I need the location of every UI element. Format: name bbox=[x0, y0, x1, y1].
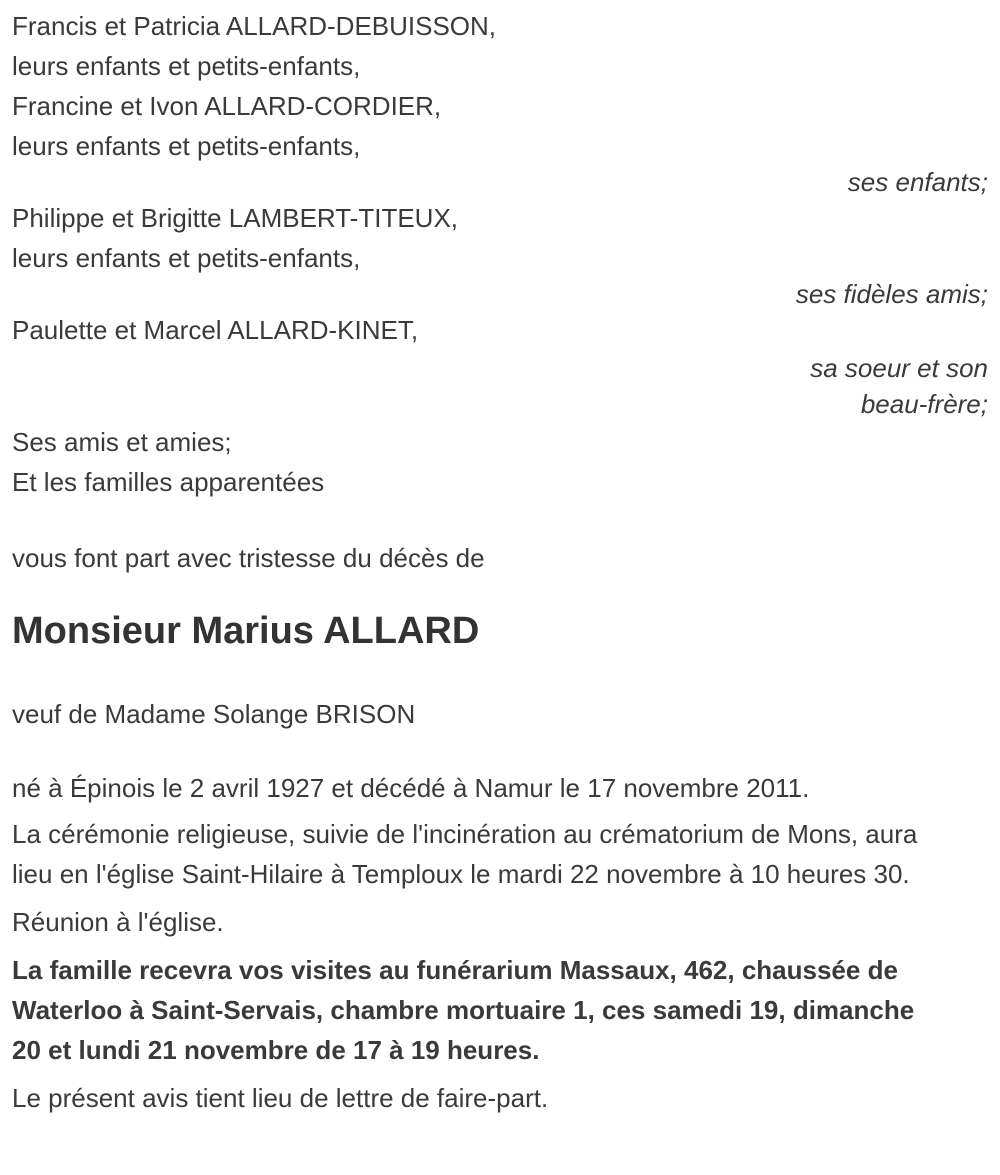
closing-line: Le présent avis tient lieu de lettre de faire-part. bbox=[12, 1083, 549, 1113]
relation-label-friends: ses fidèles amis; bbox=[795, 279, 988, 309]
visits-paragraph: La famille recevra vos visites au funérarium Massaux, 462, chaussée de Waterloo à Saint-Servais, chambre mortuaire 1, ces samedi 19, dimanche 20 et lundi 21 novembre de 17 à 19 heures. bbox=[12, 955, 915, 1065]
ceremony-paragraph: La cérémonie religieuse, suivie de l'incinération au crématorium de Mons, aura lieu en l'église Saint-Hilaire à Temploux le mardi 22 novembre à 10 heures 30. bbox=[12, 819, 918, 889]
mourner-line-friends-general: Ses amis et amies; bbox=[12, 427, 232, 457]
mourner-line-friends-2: leurs enfants et petits-enfants, bbox=[12, 243, 361, 273]
mourner-line-sister-1: Paulette et Marcel ALLARD-KINET, bbox=[12, 315, 419, 345]
birth-death-line: né à Épinois le 2 avril 1927 et décédé à Namur le 17 novembre 2011. bbox=[12, 773, 810, 803]
mourner-line-children-3: Francine et Ivon ALLARD-CORDIER, bbox=[12, 91, 442, 121]
mourner-line-friends-1: Philippe et Brigitte LAMBERT-TITEUX, bbox=[12, 203, 459, 233]
mourner-line-children-1: Francis et Patricia ALLARD-DEBUISSON, bbox=[12, 11, 497, 41]
mourner-line-families: Et les familles apparentées bbox=[12, 467, 325, 497]
relation-label-sister-wrap bbox=[12, 350, 988, 422]
relation-label-children: ses enfants; bbox=[847, 167, 988, 197]
announcement-line: vous font part avec tristesse du décès de bbox=[12, 543, 485, 573]
mourner-line-children-4: leurs enfants et petits-enfants, bbox=[12, 131, 361, 161]
deceased-name: Monsieur Marius ALLARD bbox=[12, 610, 480, 652]
widower-line: veuf de Madame Solange BRISON bbox=[12, 699, 416, 729]
meeting-line: Réunion à l'église. bbox=[12, 907, 224, 937]
mourner-line-children-2: leurs enfants et petits-enfants, bbox=[12, 51, 361, 81]
relation-label-sister: sa soeur et son beau-frère; bbox=[810, 353, 988, 419]
